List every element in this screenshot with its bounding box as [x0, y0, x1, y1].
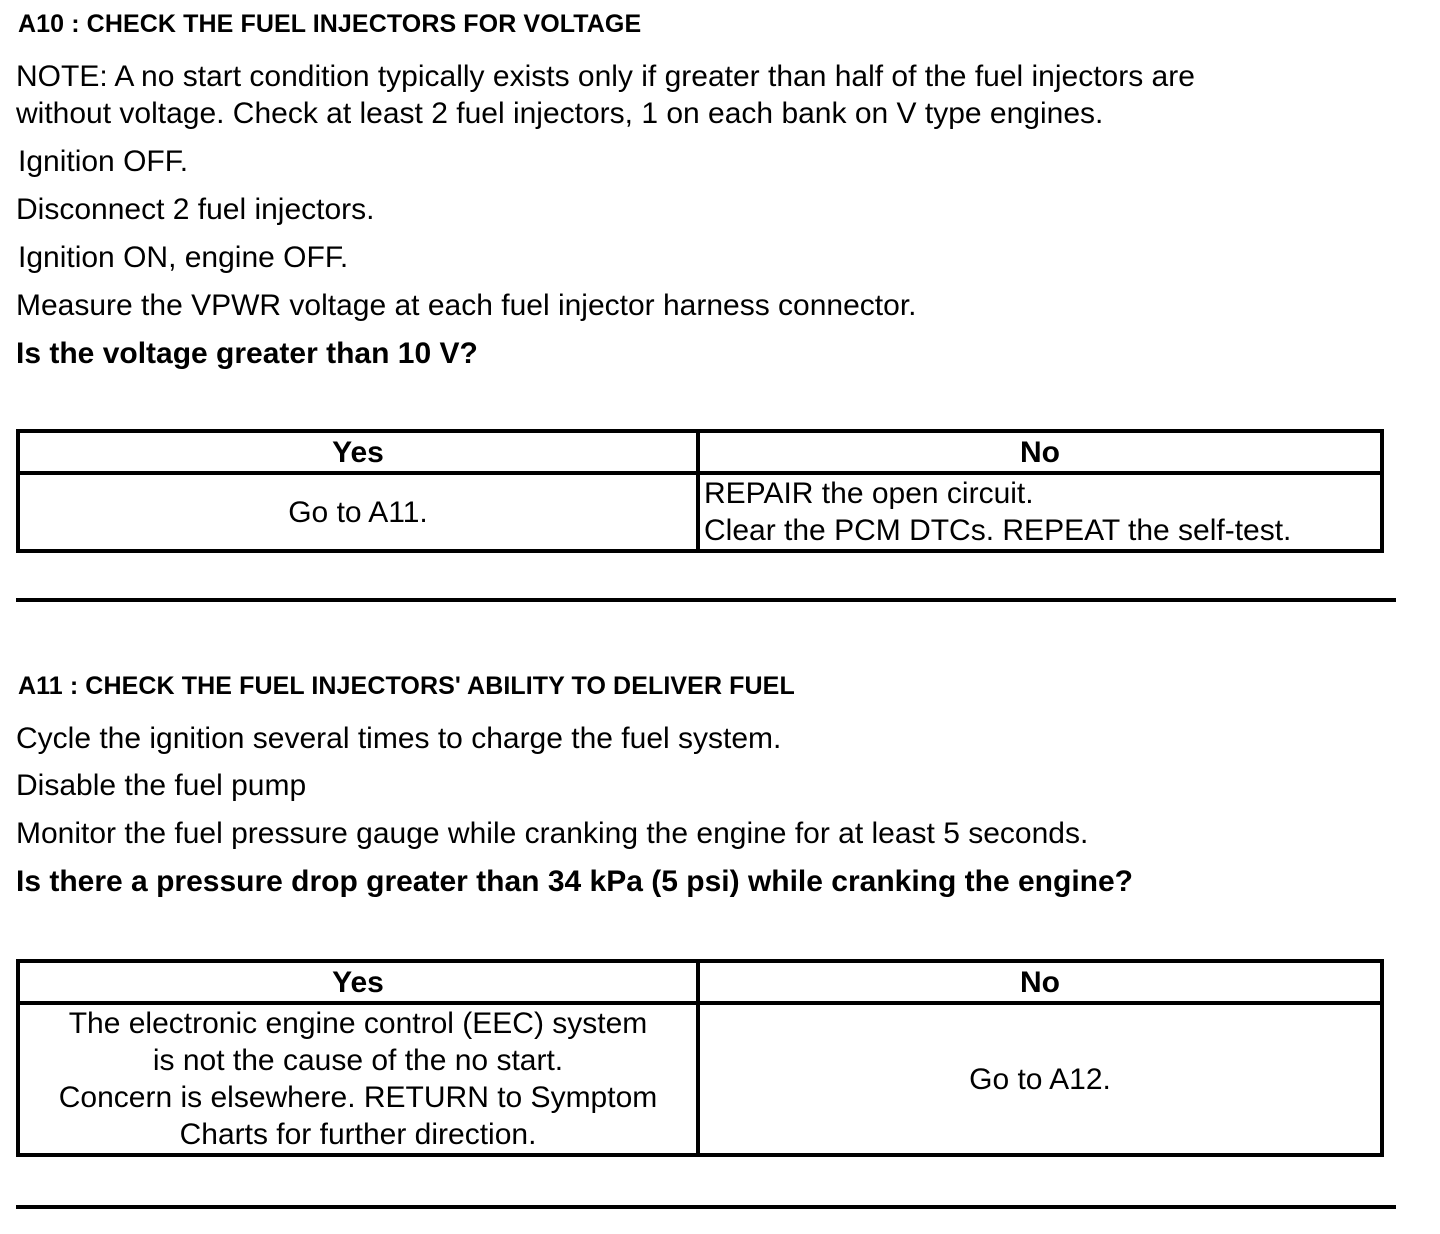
section-divider-2 — [16, 1205, 1396, 1209]
step-a10-instruction-2: Disconnect 2 fuel injectors. — [16, 193, 375, 226]
step-a10-no-header: No — [698, 431, 1382, 473]
section-divider-1 — [16, 598, 1396, 602]
step-a10-title: A10 : CHECK THE FUEL INJECTORS FOR VOLTAGE — [18, 10, 642, 38]
step-a11-yes-cell-line-1: The electronic engine control (EEC) system — [68, 1007, 648, 1040]
step-a10-no-cell — [698, 473, 1382, 551]
step-a10-no-cell-line-2: Clear the PCM DTCs. REPEAT the self-test. — [704, 514, 1292, 547]
step-a11-yes-cell-line-4: Charts for further direction. — [179, 1118, 537, 1151]
step-a10-answer-table — [16, 429, 1384, 553]
step-a10-question: Is the voltage greater than 10 V? — [16, 337, 478, 370]
step-a11-instruction-3: Monitor the fuel pressure gauge while cranking the engine for at least 5 seconds. — [16, 817, 1089, 850]
step-a10-instruction-4: Measure the VPWR voltage at each fuel injector harness connector. — [16, 289, 917, 322]
step-a11-yes-cell-line-2: is not the cause of the no start. — [152, 1044, 564, 1077]
step-a11-question: Is there a pressure drop greater than 34 kPa (5 psi) while cranking the engine? — [16, 865, 1134, 898]
step-a11-no-header: No — [698, 961, 1382, 1003]
step-a11-title: A11 : CHECK THE FUEL INJECTORS' ABILITY TO DELIVER FUEL — [18, 672, 795, 700]
step-a11-instruction-1: Cycle the ignition several times to charge the fuel system. — [16, 722, 782, 755]
step-a11-answer-table — [16, 959, 1384, 1157]
step-a11-instruction-2: Disable the fuel pump — [16, 769, 307, 802]
step-a10-instruction-1: Ignition OFF. — [18, 145, 189, 178]
step-a11-no-cell: Go to A12. — [698, 1003, 1382, 1155]
step-a10-note-line-2: without voltage. Check at least 2 fuel injectors, 1 on each bank on V type engines. — [16, 97, 1104, 130]
step-a10-yes-cell: Go to A11. — [18, 473, 698, 551]
step-a10-yes-header: Yes — [18, 431, 698, 473]
step-a10-instruction-3: Ignition ON, engine OFF. — [18, 241, 349, 274]
step-a10-note-line-1: NOTE: A no start condition typically exists only if greater than half of the fuel injectors are — [16, 60, 1195, 93]
step-a11-yes-header: Yes — [18, 961, 698, 1003]
step-a10-no-cell-line-1: REPAIR the open circuit. — [704, 477, 1034, 510]
step-a11-yes-cell-line-3: Concern is elsewhere. RETURN to Symptom — [58, 1081, 658, 1114]
step-a11-yes-cell — [18, 1003, 698, 1155]
